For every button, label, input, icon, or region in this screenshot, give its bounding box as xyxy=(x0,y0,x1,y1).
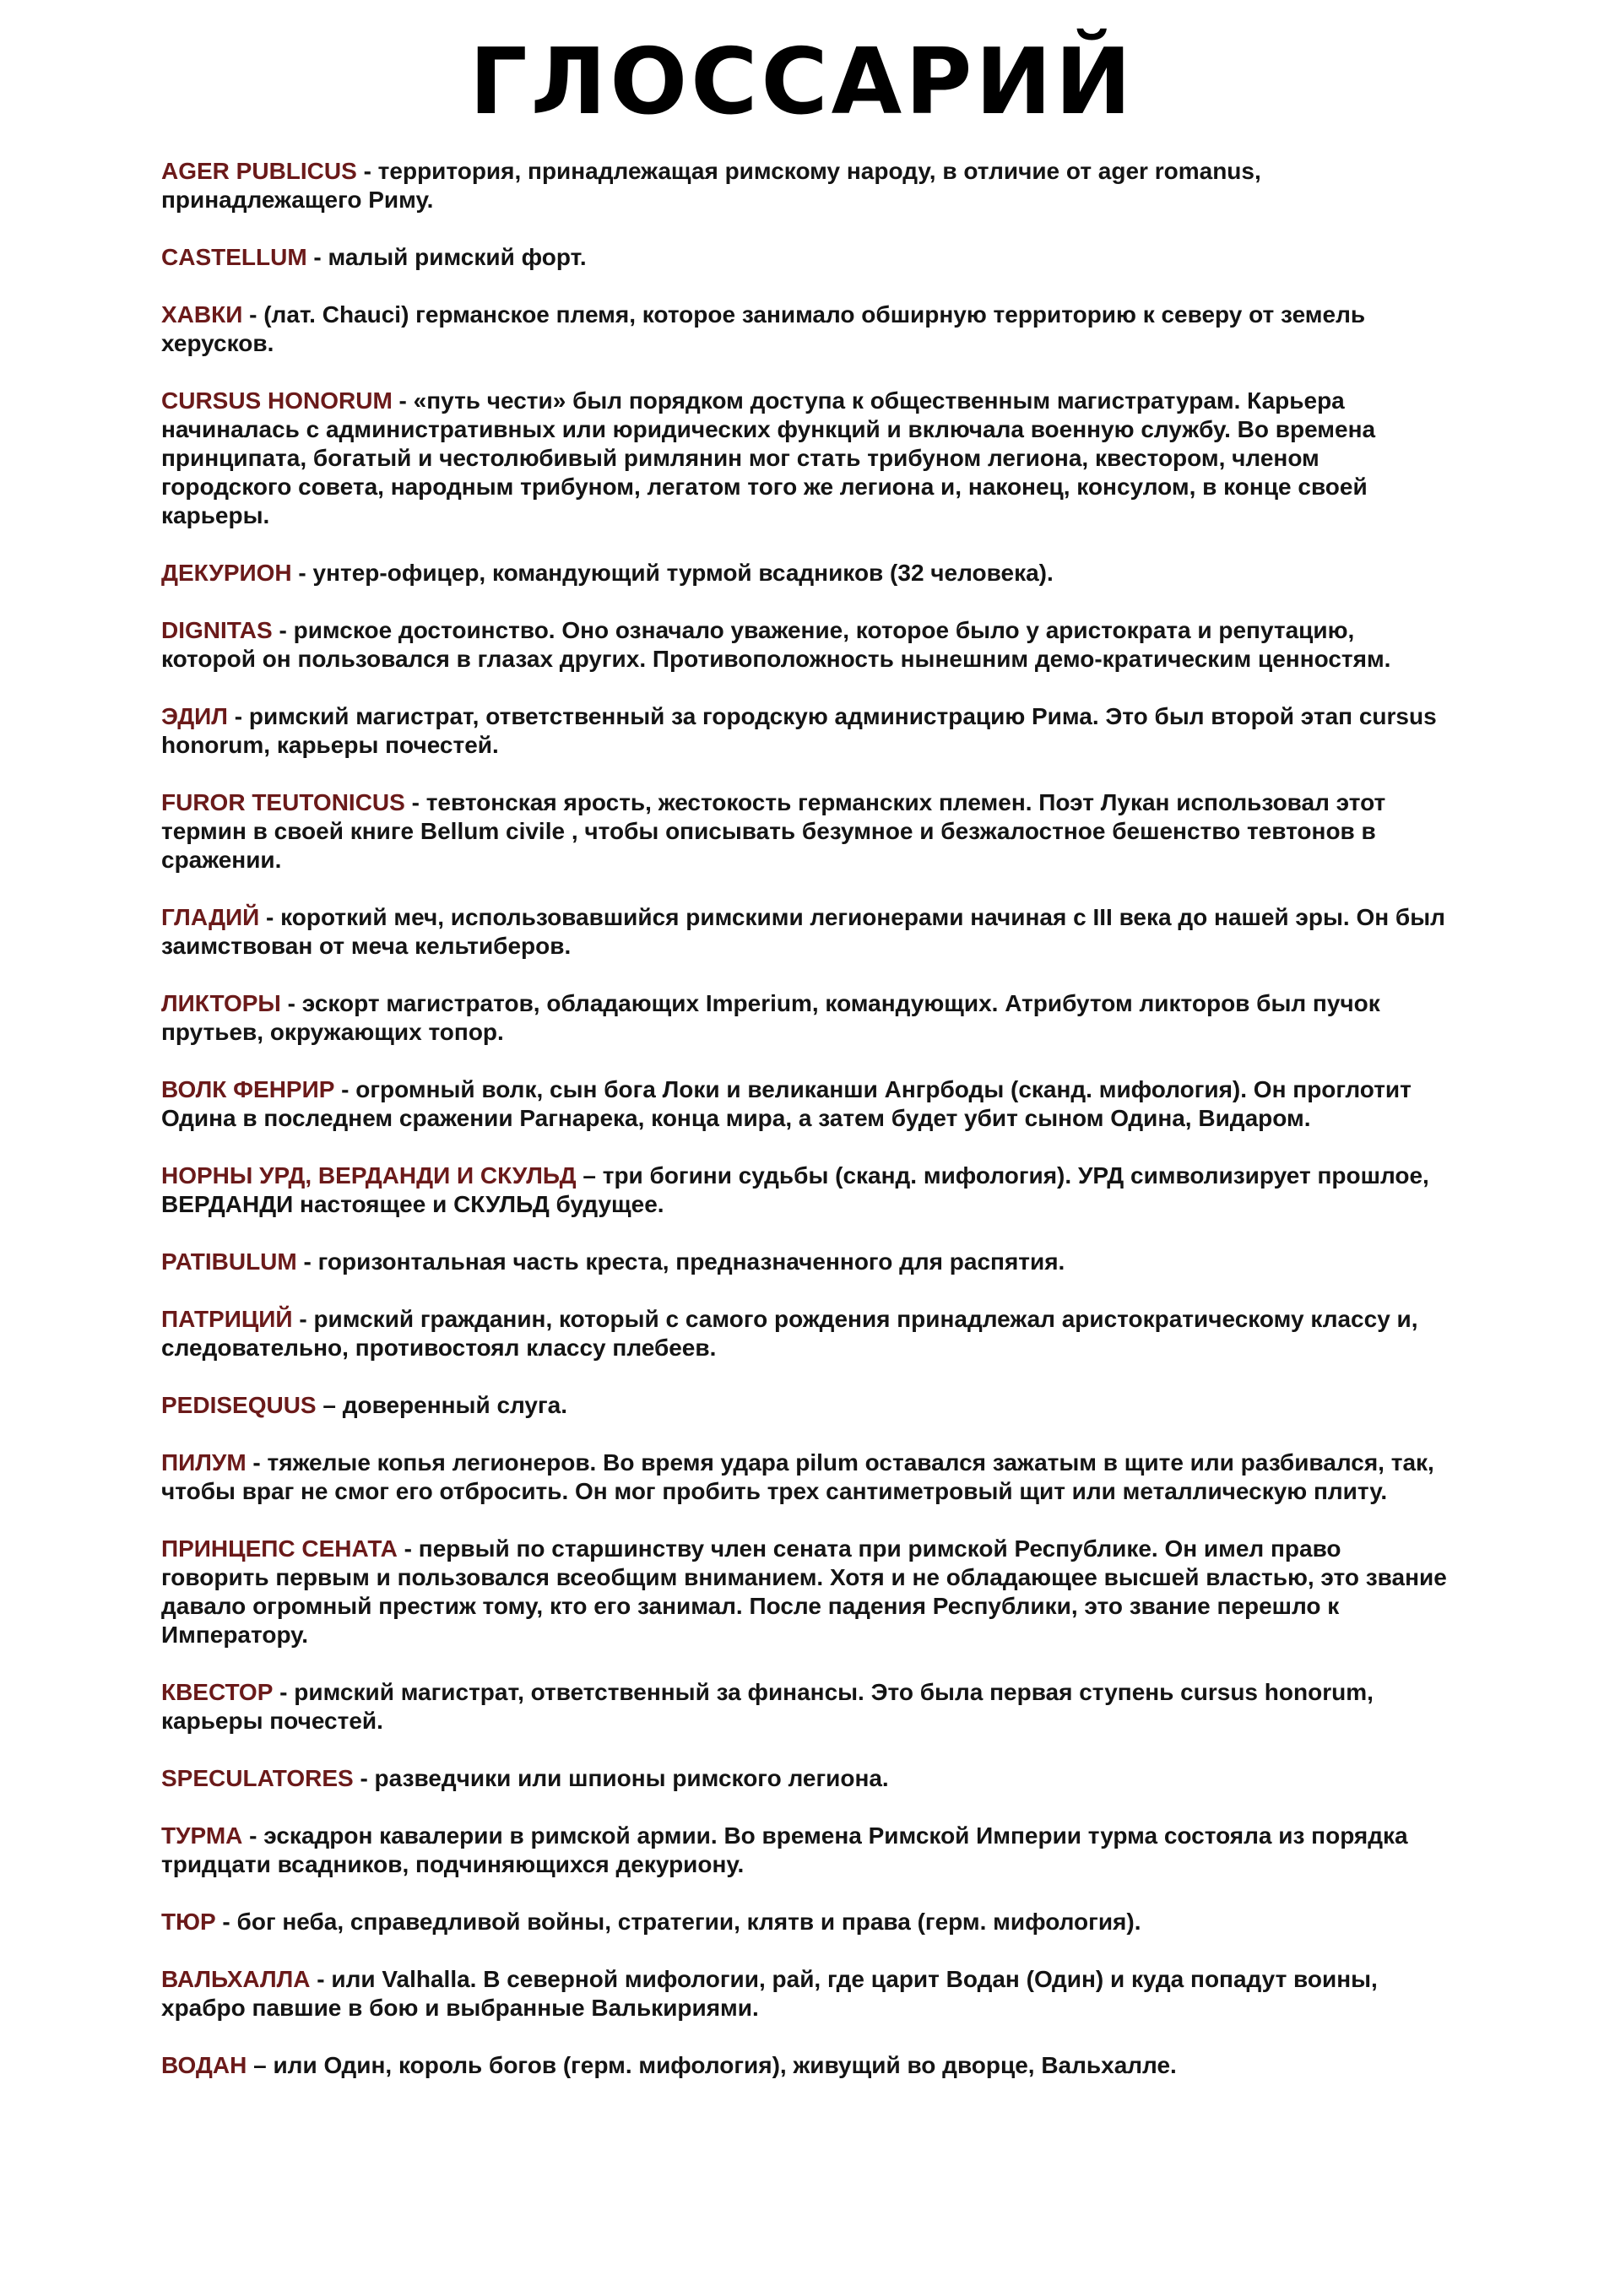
page-title: ГЛОССАРИЙ xyxy=(469,30,1135,135)
glossary-term: ДЕКУРИОН xyxy=(161,560,292,586)
glossary-definition: - горизонтальная часть креста, предназначенного для распятия. xyxy=(296,1248,1065,1275)
glossary-entry xyxy=(161,616,1453,674)
glossary-term: НОРНЫ УРД, ВЕРДАНДИ И СКУЛЬД xyxy=(161,1162,577,1189)
glossary-definition: - огромный волк, сын бога Локи и великанши Ангрбоды (сканд. мифология). Он проглотит Одина в последнем сражении Рагнарека, конца мира, а затем будет убит сыном Одина, Видаром. xyxy=(161,1076,1412,1131)
glossary-definition: – доверенный слуга. xyxy=(316,1392,568,1418)
glossary-term: ПРИНЦЕПС СЕНАТА xyxy=(161,1535,398,1562)
glossary-definition: - римский гражданин, который с самого рождения принадлежал аристократическому классу и, следовательно, противостоял классу плебеев. xyxy=(161,1306,1418,1361)
glossary-entry xyxy=(161,903,1453,961)
glossary-entry xyxy=(161,243,1453,272)
glossary-definition: - «путь чести» был порядком доступа к общественным магистратурам. Карьера начиналась с административных или юридических функций и включала военную службу. Во времена принципата, богатый и честолюбивый римлянин мог стать трибуном легиона, квестором, членом городского совета, народным трибуном, легатом того же легиона и, наконец, консулом, в конце своей карьеры. xyxy=(161,387,1376,528)
glossary-list xyxy=(161,157,1453,2109)
glossary-entry xyxy=(161,989,1453,1047)
glossary-definition: - территория, принадлежащая римскому народу, в отличие от ager romanus, принадлежащего Риму. xyxy=(161,158,1261,213)
glossary-entry xyxy=(161,1248,1453,1276)
glossary-term: ЛИКТОРЫ xyxy=(161,990,281,1016)
glossary-definition: - тевтонская ярость, жестокость германских племен. Поэт Лукан использовал этот термин в своей книге Bellum civile , чтобы описывать безумное и безжалостное бешенство тевтонов в сражении. xyxy=(161,789,1386,873)
glossary-entry xyxy=(161,788,1453,875)
glossary-term: ТЮР xyxy=(161,1909,216,1935)
glossary-term: ПИЛУМ xyxy=(161,1449,247,1476)
glossary-term: CURSUS HONORUM xyxy=(161,387,393,414)
glossary-term: ПАТРИЦИЙ xyxy=(161,1306,293,1332)
glossary-term: AGER PUBLICUS xyxy=(161,158,357,184)
glossary-term: SPECULATORES xyxy=(161,1765,354,1791)
glossary-definition: - короткий меч, использовавшийся римскими легионерами начиная с III века до нашей эры. Он был заимствован от меча кельтиберов. xyxy=(161,904,1445,959)
glossary-entry xyxy=(161,1535,1453,1649)
glossary-entry xyxy=(161,157,1453,214)
glossary-term: ХАВКИ xyxy=(161,301,243,328)
glossary-term: DIGNITAS xyxy=(161,617,273,643)
glossary-entry xyxy=(161,702,1453,760)
glossary-definition: - эскорт магистратов, обладающих Imperium, командующих. Атрибутом ликторов был пучок прутьев, окружающих топор. xyxy=(161,990,1380,1045)
glossary-entry xyxy=(161,1822,1453,1879)
glossary-entry xyxy=(161,1449,1453,1506)
glossary-definition: - бог неба, справедливой войны, стратегии, клятв и права (герм. мифология). xyxy=(215,1909,1141,1935)
glossary-entry xyxy=(161,1075,1453,1133)
glossary-term: ВОЛК ФЕНРИР xyxy=(161,1076,335,1102)
glossary-term: FUROR TEUTONICUS xyxy=(161,789,405,815)
glossary-term: CASTELLUM xyxy=(161,244,307,270)
glossary-entry xyxy=(161,387,1453,530)
glossary-term: ГЛАДИЙ xyxy=(161,904,260,930)
glossary-definition: – или Один, король богов (герм. мифология), живущий во дворце, Вальхалле. xyxy=(247,2052,1177,2078)
glossary-definition: - эскадрон кавалерии в римской армии. Во времена Римской Империи турма состояла из порядка тридцати всадников, подчиняющихся декуриону. xyxy=(161,1822,1408,1877)
glossary-entry xyxy=(161,559,1453,588)
glossary-definition: - римское достоинство. Оно означало уважение, которое было у аристократа и репутацию, которой он пользовался в глазах других. Противоположность нынешним демо-кратическим ценностям. xyxy=(161,617,1391,672)
glossary-term: PEDISEQUUS xyxy=(161,1392,317,1418)
glossary-definition: - тяжелые копья легионеров. Во время удара pilum оставался зажатым в щите или разбивался, так, чтобы враг не смог его отбросить. Он мог пробить трех сантиметровый щит или металлическую плиту. xyxy=(161,1449,1434,1504)
glossary-definition: - унтер-офицер, командующий турмой всадников (32 человека). xyxy=(291,560,1054,586)
glossary-definition: - римский магистрат, ответственный за финансы. Это была первая ступень cursus honorum, карьеры почестей. xyxy=(161,1679,1374,1734)
glossary-definition: - или Valhalla. В северной мифологии, рай, где царит Водан (Один) и куда попадут воины, храбро павшие в бою и выбранные Валькириями. xyxy=(161,1966,1378,2021)
glossary-entry xyxy=(161,2051,1453,2080)
glossary-entry xyxy=(161,1908,1453,1936)
glossary-definition: - (лат. Chauci) германское племя, которое занимало обширную территорию к северу от земель херусков. xyxy=(161,301,1366,356)
glossary-entry xyxy=(161,1391,1453,1420)
glossary-entry xyxy=(161,1162,1453,1219)
glossary-definition: - первый по старшинству член сената при римской Республике. Он имел право говорить первым и пользовался всеобщим вниманием. Хотя и не обладающее высшей властью, это звание давало огромный престиж тому, кто его занимал. После падения Республики, это звание перешло к Императору. xyxy=(161,1535,1447,1648)
glossary-entry xyxy=(161,1965,1453,2023)
glossary-definition: - малый римский форт. xyxy=(306,244,587,270)
glossary-definition: - римский магистрат, ответственный за городскую администрацию Рима. Это был второй этап cursus honorum, карьеры почестей. xyxy=(161,703,1437,758)
glossary-entry xyxy=(161,1305,1453,1362)
glossary-term: PATIBULUM xyxy=(161,1248,297,1275)
glossary-entry xyxy=(161,301,1453,358)
glossary-term: КВЕСТОР xyxy=(161,1679,274,1705)
glossary-term: ТУРМА xyxy=(161,1822,243,1849)
glossary-term: ВАЛЬХАЛЛА xyxy=(161,1966,311,1992)
glossary-term: ЭДИЛ xyxy=(161,703,228,729)
glossary-term: ВОДАН xyxy=(161,2052,247,2078)
glossary-definition: - разведчики или шпионы римского легиона. xyxy=(353,1765,889,1791)
glossary-entry xyxy=(161,1678,1453,1736)
glossary-entry xyxy=(161,1764,1453,1793)
glossary-definition: – три богини судьбы (сканд. мифология). УРД символизирует прошлое, ВЕРДАНДИ настоящее и СКУЛЬД будущее. xyxy=(161,1162,1429,1217)
